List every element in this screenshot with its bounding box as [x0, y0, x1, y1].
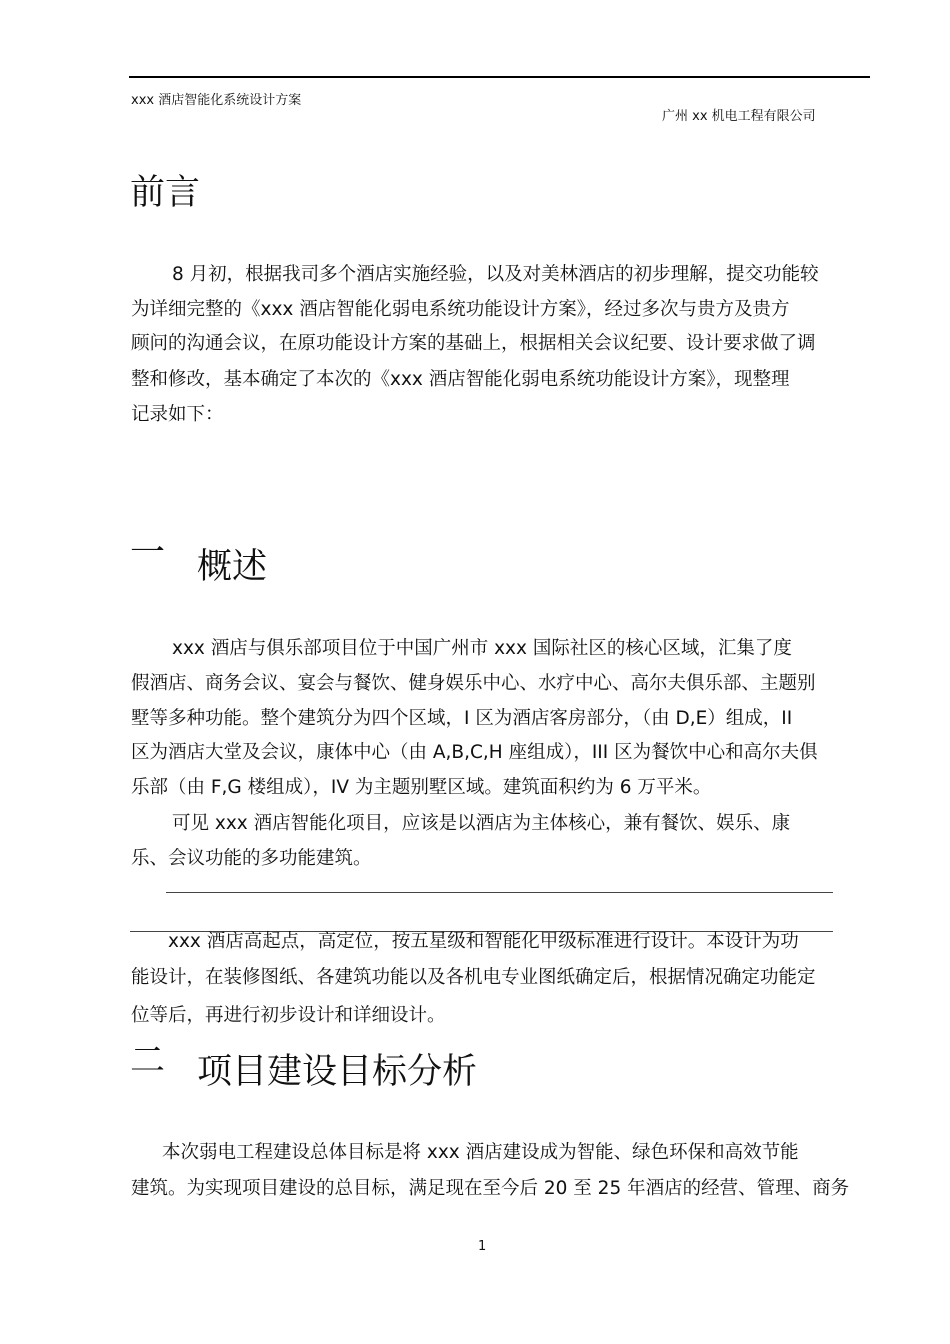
section-2-line: 本次弱电工程建设总体目标是将 xxx 酒店建设成为智能、绿色环保和高效节能	[162, 1142, 799, 1163]
preface-line: 为详细完整的《xxx 酒店智能化弱电系统功能设计方案》，经过多次与贵方及贵方	[131, 299, 790, 320]
section-1-paragraph-1-line: xxx 酒店与俱乐部项目位于中国广州市 xxx 国际社区的核心区域，汇集了度	[172, 638, 792, 659]
section-1-paragraph-3-line: xxx 酒店高起点，高定位，按五星级和智能化甲级标准进行设计。本设计为功	[168, 931, 799, 952]
section-1-paragraph-1-line: 乐部（由 F,G 楼组成），IV 为主题别墅区域。建筑面积约为 6 万平米。	[131, 777, 712, 798]
section-1-paragraph-2-line: 乐、会议功能的多功能建筑。	[131, 848, 372, 869]
section-1-paragraph-1-line: 假酒店、商务会议、宴会与餐饮、健身娱乐中心、水疗中心、高尔夫俱乐部、主题别	[131, 673, 816, 694]
section-1-paragraph-1-line: 区为酒店大堂及会议，康体中心（由 A,B,C,H 座组成），III 区为餐饮中心和高尔夫俱	[131, 742, 818, 763]
preface-line: 8 月初，根据我司多个酒店实施经验，以及对美林酒店的初步理解，提交功能较	[172, 264, 819, 285]
header-rule	[129, 76, 870, 78]
section-2-line: 建筑。为实现项目建设的总目标，满足现在至今后 20 至 25 年酒店的经营、管理、商务	[131, 1178, 850, 1199]
header-company-name: 广州 xx 机电工程有限公司	[662, 109, 816, 124]
section-1-paragraph-3-line: 位等后，再进行初步设计和详细设计。	[131, 1005, 446, 1026]
preface-line: 记录如下：	[131, 404, 224, 425]
section-2-title: 项目建设目标分析	[197, 1052, 478, 1092]
separator-line	[166, 892, 833, 893]
header-document-title: xxx 酒店智能化系统设计方案	[131, 93, 302, 108]
section-1-title: 概述	[197, 547, 268, 587]
preface-line: 顾问的沟通会议，在原功能设计方案的基础上，根据相关会议纪要、设计要求做了调	[131, 333, 816, 354]
section-2-number: 二	[130, 1041, 166, 1081]
preface-line: 整和修改，基本确定了本次的《xxx 酒店智能化弱电系统功能设计方案》，现整理	[131, 369, 790, 390]
preface-heading: 前言	[130, 173, 201, 213]
section-1-paragraph-2-line: 可见 xxx 酒店智能化项目，应该是以酒店为主体核心，兼有餐饮、娱乐、康	[172, 813, 791, 834]
section-1-paragraph-3-line: 能设计，在装修图纸、各建筑功能以及各机电专业图纸确定后，根据情况确定功能定	[131, 967, 816, 988]
section-1-paragraph-1-line: 墅等多种功能。整个建筑分为四个区域，I 区为酒店客房部分，（由 D,E）组成，II	[131, 708, 793, 729]
page-number: 1	[478, 1239, 487, 1254]
section-1-number: 一	[130, 533, 166, 573]
